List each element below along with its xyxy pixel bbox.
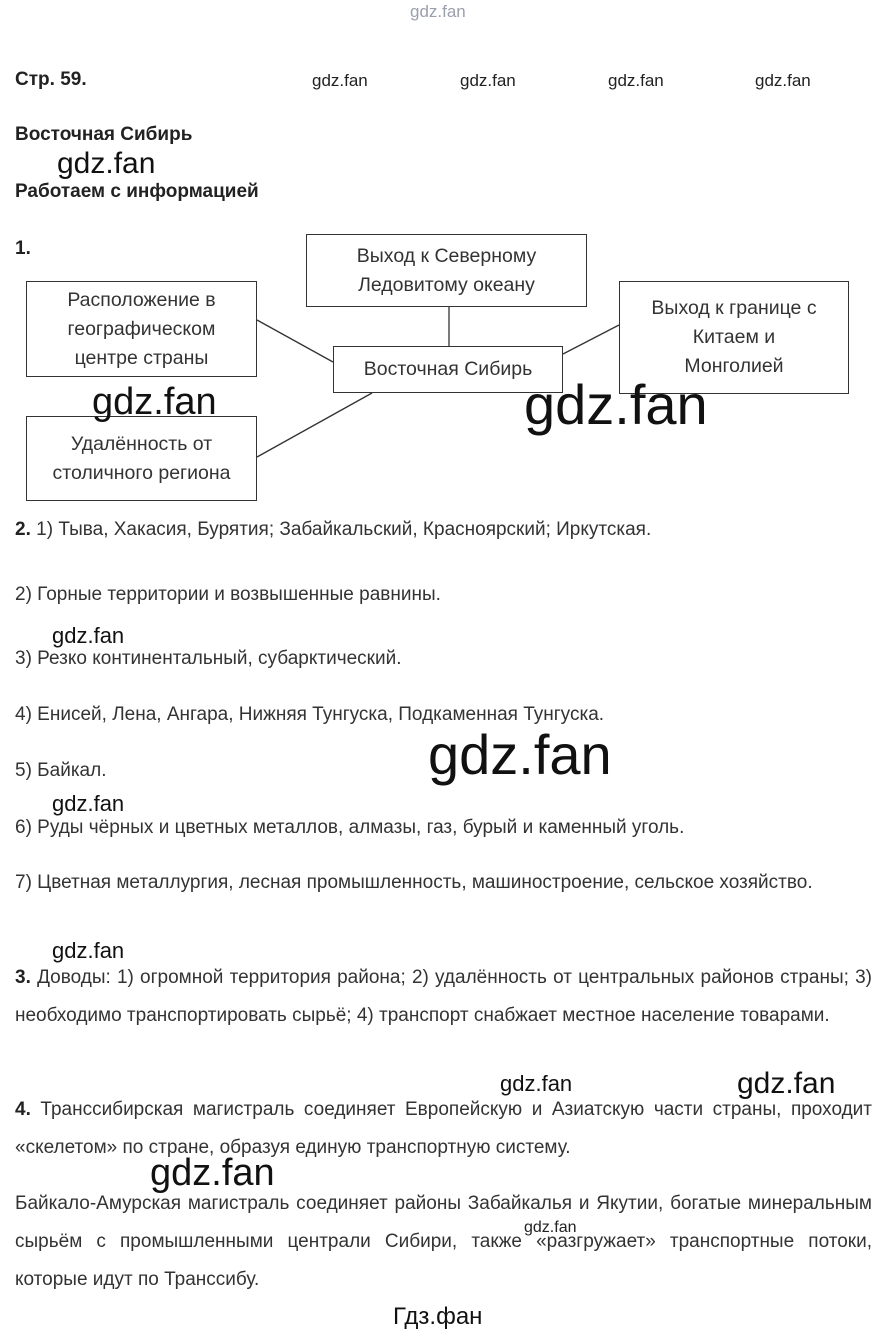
connector-left-top [257, 320, 333, 362]
watermark: gdz.fan [52, 938, 125, 963]
task3-paragraph: 3. Доводы: 1) огромной территория района; 2) удалённость от центральных районов страны; 3) необходимо транспортировать сырьё; 4) транспорт снабжает местное население товарами. [15, 967, 873, 1026]
task2-item-2: 2) Горные территории и возвышенные равнины. [15, 584, 441, 605]
task2-number: 2. [15, 519, 31, 540]
watermark: gdz.fan [755, 71, 811, 90]
watermark: gdz.fan [52, 791, 125, 816]
task2-item-1: 2. 1) Тыва, Хакасия, Бурятия; Забайкальский, Красноярский; Иркутская. [15, 519, 652, 540]
task1-number: 1. [15, 238, 31, 259]
watermark: gdz.fan [57, 147, 156, 180]
watermark: gdz.fan [428, 723, 612, 786]
diagram-box-north: Выход к Северному Ледовитому океану [306, 234, 587, 307]
task2-item-5: 5) Байкал. [15, 760, 107, 781]
task3-label: Доводы [37, 967, 106, 988]
page-header: Стр. 59. [15, 69, 87, 90]
watermark: gdz.fan [524, 373, 708, 436]
task2-item-3: 3) Резко континентальный, субарктический. [15, 648, 402, 669]
task4-number: 4. [15, 1099, 31, 1120]
diagram-box-right: Выход к границе с Китаем и Монголией [619, 281, 849, 394]
watermark-top: gdz.fan [410, 2, 466, 21]
watermark: gdz.fan [524, 1219, 577, 1236]
connector-left-bottom [257, 393, 372, 457]
watermark: gdz.fan [737, 1067, 836, 1100]
diagram-box-center: Восточная Сибирь [333, 346, 563, 393]
subtitle: Работаем с информацией [15, 181, 259, 202]
watermark: gdz.fan [460, 71, 516, 90]
diagram-box-left-bottom: Удалённость от столичного региона [26, 416, 257, 501]
watermark: gdz.fan [500, 1071, 573, 1096]
task2-item-4: 4) Енисей, Лена, Ангара, Нижняя Тунгуска, Подкаменная Тунгуска. [15, 704, 605, 725]
watermark: gdz.fan [150, 1152, 275, 1194]
task2-item-6: 6) Руды чёрных и цветных металлов, алмазы, газ, бурый и каменный уголь. [15, 817, 685, 838]
task4-paragraph-1: 4. Транссибирская магистраль соединяет Европейскую и Азиатскую части страны, проходит «скелетом» по стране, образуя единую транспортную систему. [15, 1099, 872, 1158]
section-title: Восточная Сибирь [15, 124, 193, 145]
watermark: gdz.fan [92, 381, 217, 423]
footer-watermark: Гдз.фан [393, 1303, 483, 1330]
watermark: gdz.fan [52, 623, 125, 648]
watermark: gdz.fan [608, 71, 664, 90]
task4-paragraph-2: Байкало-Амурская магистраль соединяет районы Забайкалья и Якутии, богатые минеральным сырьём с промышленными централи Сибири, также «разгружает» транспортные потоки, которые идут по Транссибу. [15, 1193, 872, 1290]
connector-right [563, 325, 619, 354]
diagram-box-left-top: Расположение в географическом центре страны [26, 281, 257, 377]
task3-number: 3. [15, 967, 31, 988]
task2-item-7: 7) Цветная металлургия, лесная промышленность, машиностроение, сельское хозяйство. [15, 872, 813, 893]
watermark: gdz.fan [312, 71, 368, 90]
